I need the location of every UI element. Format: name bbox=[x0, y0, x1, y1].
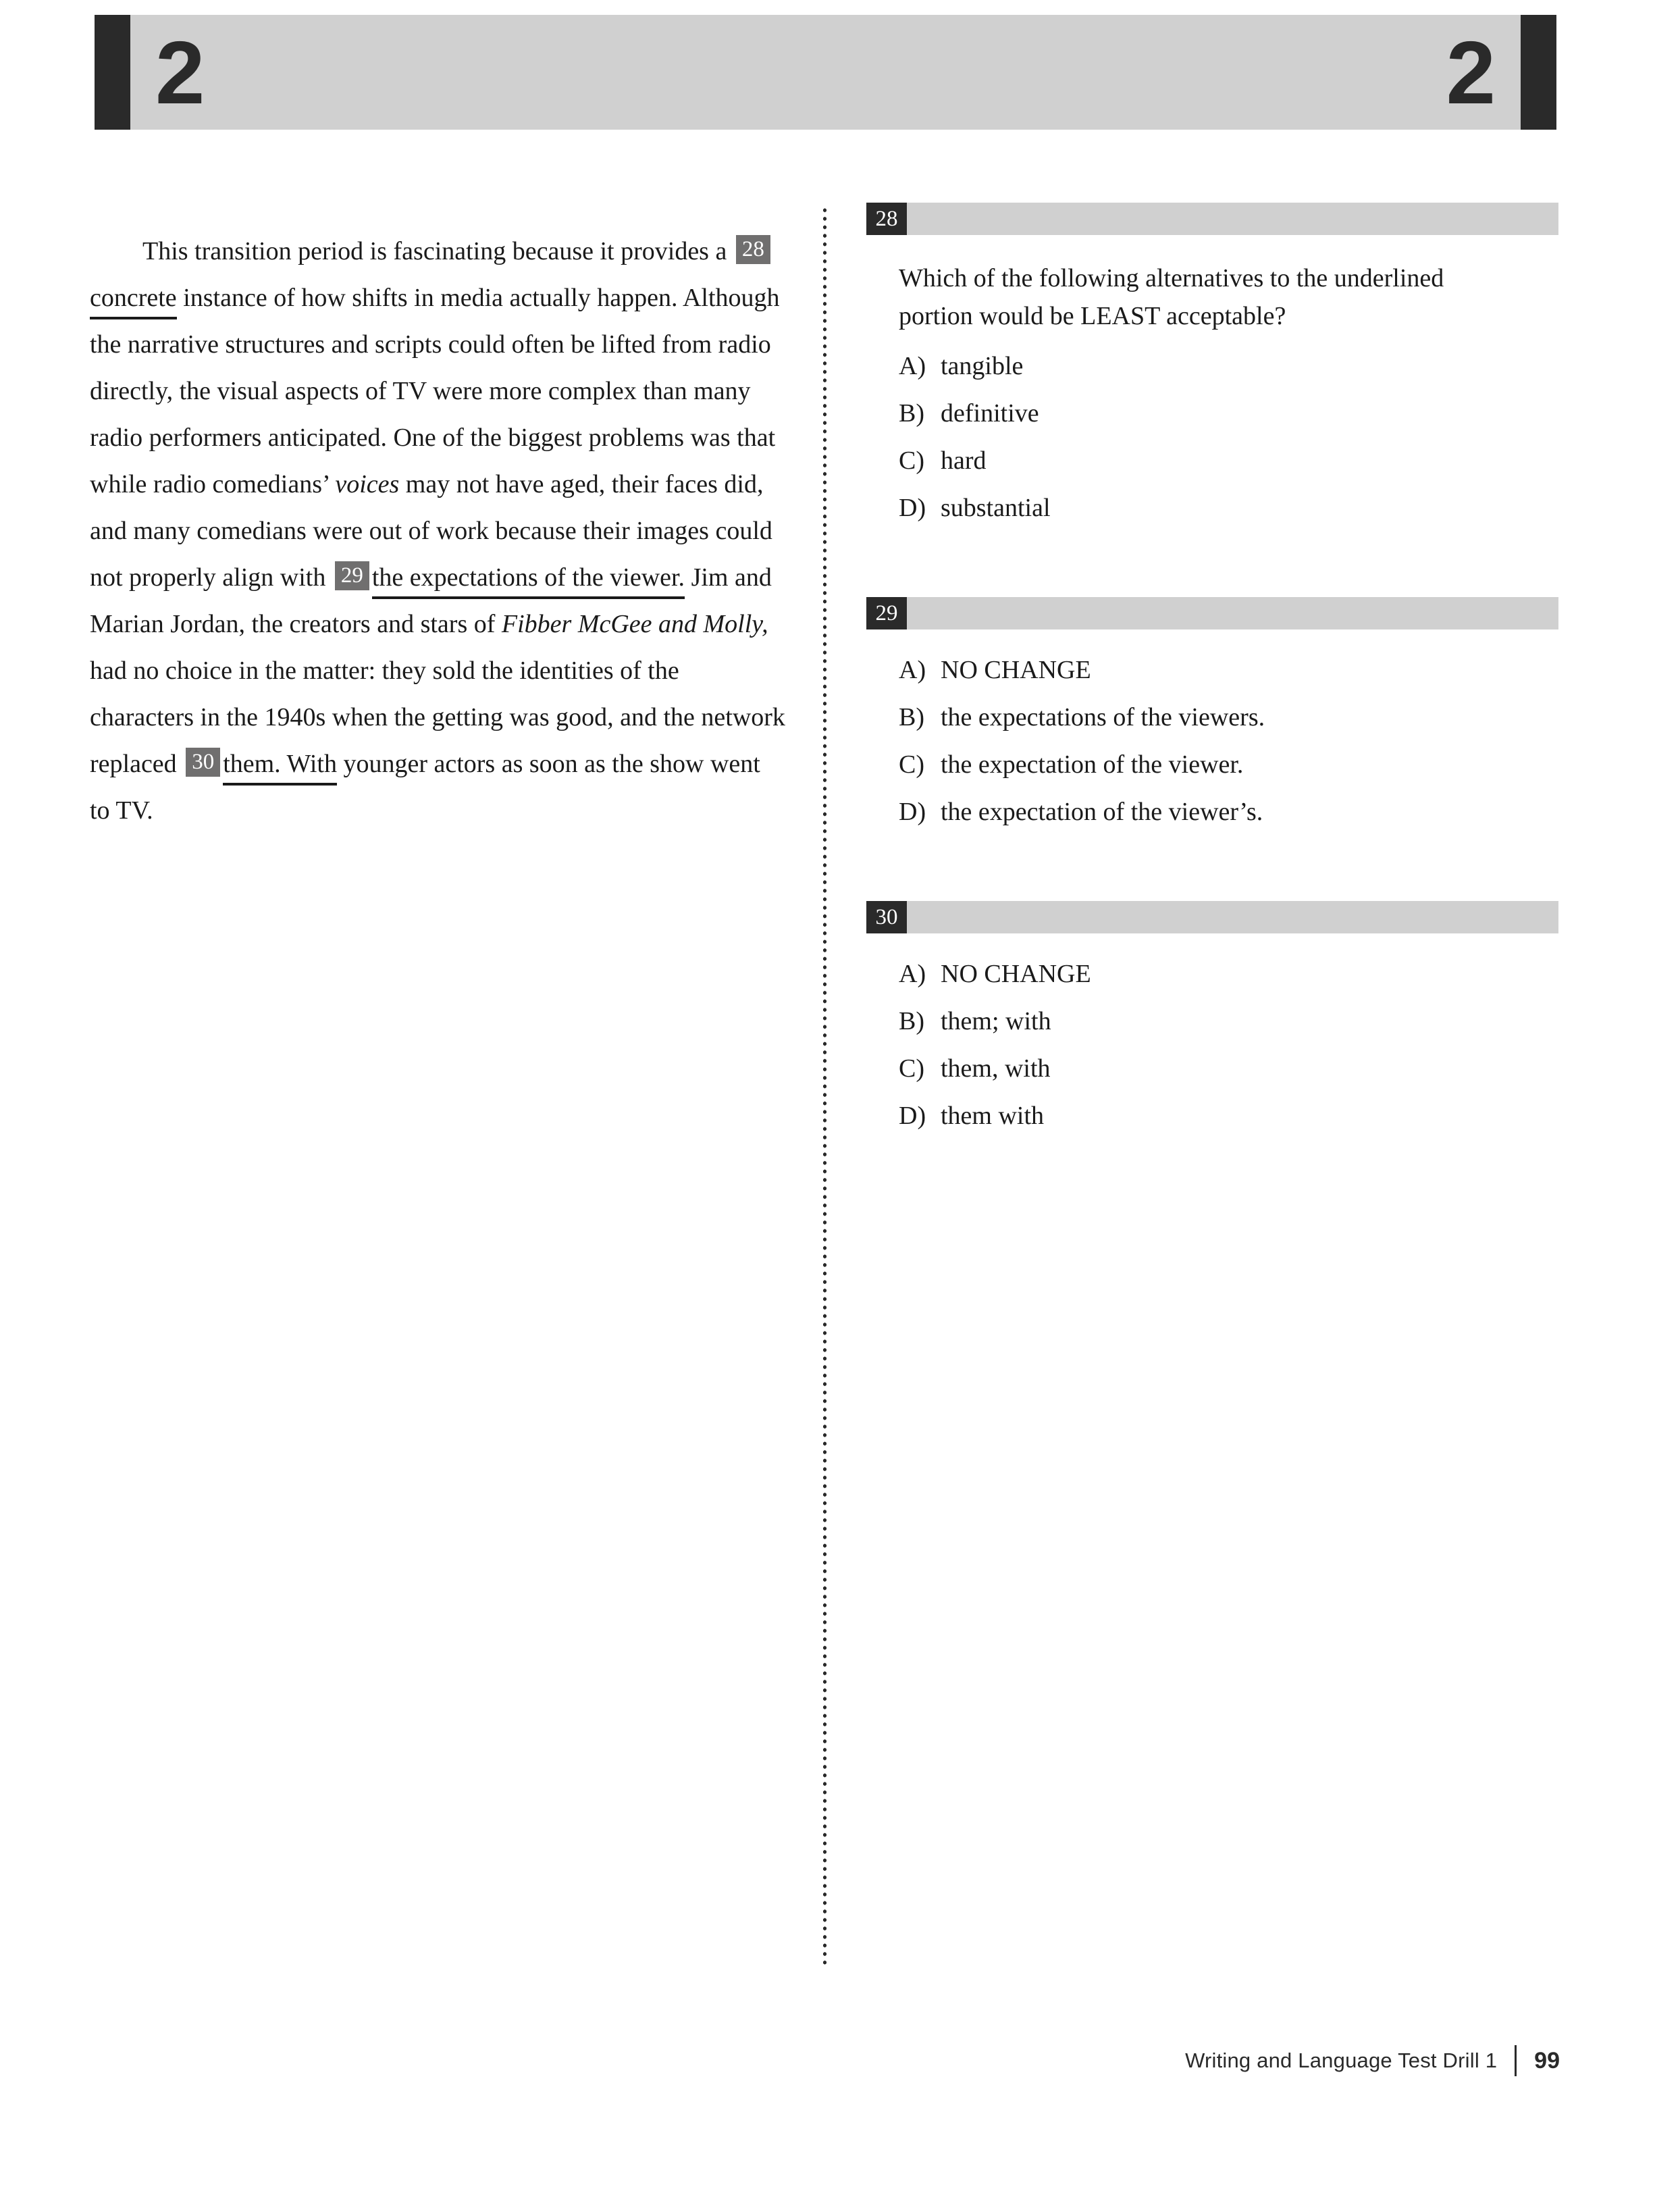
section-header-bar bbox=[95, 15, 1556, 130]
choice-28-a[interactable] bbox=[899, 350, 1558, 382]
choice-28-d[interactable] bbox=[899, 492, 1558, 524]
passage-paragraph bbox=[90, 228, 785, 834]
choice-letter: D) bbox=[899, 798, 926, 826]
spacer-after-question-29 bbox=[866, 843, 1558, 901]
choice-text: NO CHANGE bbox=[941, 960, 1091, 988]
choice-letter: A) bbox=[899, 352, 926, 380]
choice-letter: A) bbox=[899, 960, 926, 988]
header-accent-bar-left bbox=[95, 15, 130, 130]
choice-text: the expectation of the viewer’s. bbox=[941, 798, 1263, 826]
choice-29-a[interactable] bbox=[899, 654, 1558, 686]
questions-column bbox=[866, 203, 1558, 1147]
passage-marker-29[interactable]: 29 bbox=[335, 561, 369, 590]
choice-letter: B) bbox=[899, 703, 924, 731]
choice-30-d[interactable] bbox=[899, 1100, 1558, 1132]
choice-letter: C) bbox=[899, 446, 924, 475]
question-29 bbox=[866, 597, 1558, 828]
choice-30-b[interactable] bbox=[899, 1005, 1558, 1037]
choice-29-b[interactable] bbox=[899, 701, 1558, 734]
choice-text: tangible bbox=[941, 352, 1024, 380]
header-accent-bar-right bbox=[1521, 15, 1556, 130]
section-number-left: 2 bbox=[155, 23, 205, 122]
question-30-header bbox=[866, 901, 1558, 933]
question-29-header bbox=[866, 597, 1558, 629]
passage-italic-show-title: Fibber McGee and Molly, bbox=[501, 610, 768, 638]
passage-italic-voices: voices bbox=[335, 470, 400, 498]
choice-letter: D) bbox=[899, 494, 926, 522]
passage-column bbox=[90, 203, 785, 860]
choice-text: the expectations of the viewers. bbox=[941, 703, 1265, 731]
passage-marker-28[interactable]: 28 bbox=[736, 235, 770, 264]
choice-text: hard bbox=[941, 446, 987, 475]
choice-text: substantial bbox=[941, 494, 1051, 522]
choice-letter: C) bbox=[899, 750, 924, 779]
choice-text: them; with bbox=[941, 1007, 1051, 1035]
passage-text-4: Jim and Marian Jordan, the creators and stars of bbox=[90, 563, 772, 638]
passage-text-5: had no choice in the matter: they sold the identities of the characters in the 1940s when the getting was good, and the network replaced bbox=[90, 657, 785, 778]
question-30 bbox=[866, 901, 1558, 1132]
choice-letter: C) bbox=[899, 1054, 924, 1083]
choice-30-a[interactable] bbox=[899, 958, 1558, 990]
choice-letter: B) bbox=[899, 1007, 924, 1035]
footer-title: Writing and Language Test Drill 1 bbox=[1185, 2049, 1498, 2072]
passage-text-2: instance of how shifts in media actually happen. Although the narrative structures and scripts could often be lifted from radio directly, the visual aspects of TV were more complex than many radio performers anticipated. One of the biggest problems was that while radio comedians’ bbox=[90, 284, 780, 498]
choice-29-c[interactable] bbox=[899, 748, 1558, 781]
question-30-choices bbox=[866, 958, 1558, 1132]
underlined-portion-28: concrete bbox=[90, 284, 177, 319]
choice-text: them with bbox=[941, 1102, 1045, 1130]
passage-text-3: may not have aged, their faces did, and many comedians were out of work because their images could not properly align with bbox=[90, 470, 772, 592]
question-28-header bbox=[866, 203, 1558, 235]
page-footer bbox=[1185, 2045, 1560, 2076]
choice-28-c[interactable] bbox=[899, 444, 1558, 477]
spacer-after-question-28 bbox=[866, 539, 1558, 597]
passage-text-6: younger actors as soon as the show went to TV. bbox=[90, 750, 760, 825]
choice-letter: B) bbox=[899, 399, 924, 428]
choice-letter: A) bbox=[899, 656, 926, 684]
footer-page-number: 99 bbox=[1534, 2048, 1560, 2074]
choice-29-d[interactable] bbox=[899, 796, 1558, 828]
choice-text: them, with bbox=[941, 1054, 1051, 1083]
question-28 bbox=[866, 203, 1558, 524]
choice-letter: D) bbox=[899, 1102, 926, 1130]
question-28-stem: Which of the following alternatives to the underlined portion would be LEAST acceptable? bbox=[899, 264, 1444, 330]
section-number-right: 2 bbox=[1446, 23, 1496, 122]
choice-text: definitive bbox=[941, 399, 1039, 428]
choice-30-c[interactable] bbox=[899, 1052, 1558, 1085]
underlined-portion-30: them. With bbox=[223, 750, 337, 786]
passage-marker-30[interactable]: 30 bbox=[186, 748, 220, 777]
choice-text: the expectation of the viewer. bbox=[941, 750, 1244, 779]
question-28-number: 28 bbox=[866, 203, 907, 235]
passage-text-1: This transition period is fascinating because it provides a bbox=[142, 237, 733, 265]
question-30-number: 30 bbox=[866, 901, 907, 933]
question-29-number: 29 bbox=[866, 597, 907, 629]
column-divider bbox=[823, 206, 826, 1969]
question-28-choices bbox=[866, 350, 1558, 524]
choice-text: NO CHANGE bbox=[941, 656, 1091, 684]
footer-divider bbox=[1515, 2045, 1517, 2076]
question-29-choices bbox=[866, 654, 1558, 828]
underlined-portion-29: the expectations of the viewer. bbox=[372, 563, 685, 599]
choice-28-b[interactable] bbox=[899, 397, 1558, 430]
